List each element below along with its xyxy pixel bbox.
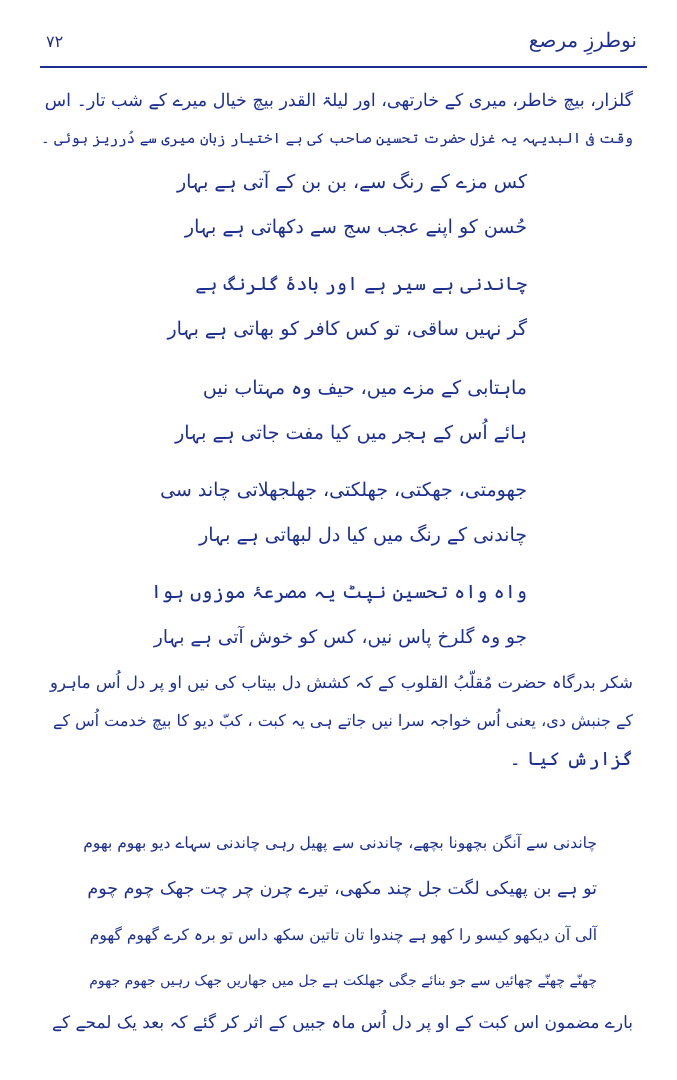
ghazal-block: [150, 262, 527, 352]
kabit-line: آلی آن دیکھو کیسو را کھو ہے چندوا تان تاتین سکھ داس تو برہ کرے گھوم گھوم: [89, 926, 597, 944]
verse-line: واہ واہ تحسین نپٹ یہ مصرعۂ موزوں ہوا: [150, 581, 527, 603]
text-line: شکر بدرگاہ حضرت مُقلّبُ القلوب کے کہ کشش دل بیتاب کی نیں او پر دل اُس ماہرو: [50, 673, 633, 692]
text-line: بارے مضمون اس کبت کے او پر دل اُس ماہ جبیں کے اثر کر گئے کہ بعد یک لمحے کے: [52, 1013, 633, 1033]
text-line: گزارش کیا ۔: [509, 748, 633, 770]
verse-line: چاندنی کے رنگ میں کیا دل لبھاتی ہے بہار: [199, 524, 527, 546]
verse-line: جھومتی، جھکتی، جھلکتی، جھلجھلاتی چاند سی: [160, 479, 527, 501]
text-line: گلزار، بیچ خاطر، میری کے خارتھی، اور لیلۃ القدر بیچ خیال میرے کے شب تار۔ اس: [44, 91, 633, 111]
kabit-line: چھنّے چھنّے چھائیں سے جو بنائے جگی جھلکت ہے جل میں جھاریں جھک رہیں جھوم جھوم: [89, 973, 597, 989]
paragraph-opening: [40, 82, 633, 158]
ghazal-block: [150, 366, 527, 456]
kabit-line: تو ہے بن پھیکی لگت جل چند مکھی، تیرے چرن چر چت جھک چوم چوم: [87, 879, 597, 899]
verse-line: چاندنی ہے سیر ہے اور بادۂ گلرنگ ہے: [195, 273, 527, 295]
verse-line: کس مزے کے رنگ سے، بن بن کے آتی ہے بہار: [176, 171, 527, 193]
verse-line: ہائے اُس کے ہجر میں کیا مفت جاتی ہے بہار: [175, 422, 527, 444]
kabit-block: [80, 820, 597, 1004]
verse-line: حُسن کو اپنے عجب سج سے دکھاتی ہے بہار: [184, 216, 527, 238]
paragraph-closing: [40, 1004, 633, 1042]
ghazal-block: [150, 468, 527, 558]
header-rule: [40, 66, 647, 68]
page-number: ۷۲: [46, 32, 64, 51]
ghazal-block: [150, 570, 527, 660]
text-line: وقت فی البدیہہ یہ غزل حضرت تحسین صاحب کی بے اختیار زبان میری سے دُرریز ہوئی ۔: [40, 131, 633, 147]
verse-line: جو وہ گلرخ پاس نیں، کس کو خوش آتی ہے بہار: [153, 627, 527, 648]
verse-line: گر نہیں ساقی، تو کس کافر کو بھاتی ہے بہار: [167, 318, 527, 340]
paragraph-middle: [40, 664, 633, 778]
page-header: [40, 22, 637, 68]
kabit-line: چاندنی سے آنگن بچھونا بچھے، چاندنی سے پھیل رہی چاندنی سہاے دیو بھوم بھوم: [83, 834, 597, 852]
text-line: کے جنبش دی، یعنی اُس خواجہ سرا نیں جاتے ہی یہ کبت ، کبّ دیو کا بیچ خدمت اُس کے: [53, 711, 633, 730]
running-title: نوطرزِ مرصع: [528, 28, 637, 52]
verse-line: ماہتابی کے مزے میں، حیف وہ مہتاب نیں: [202, 377, 527, 399]
ghazal-block: [150, 160, 527, 250]
